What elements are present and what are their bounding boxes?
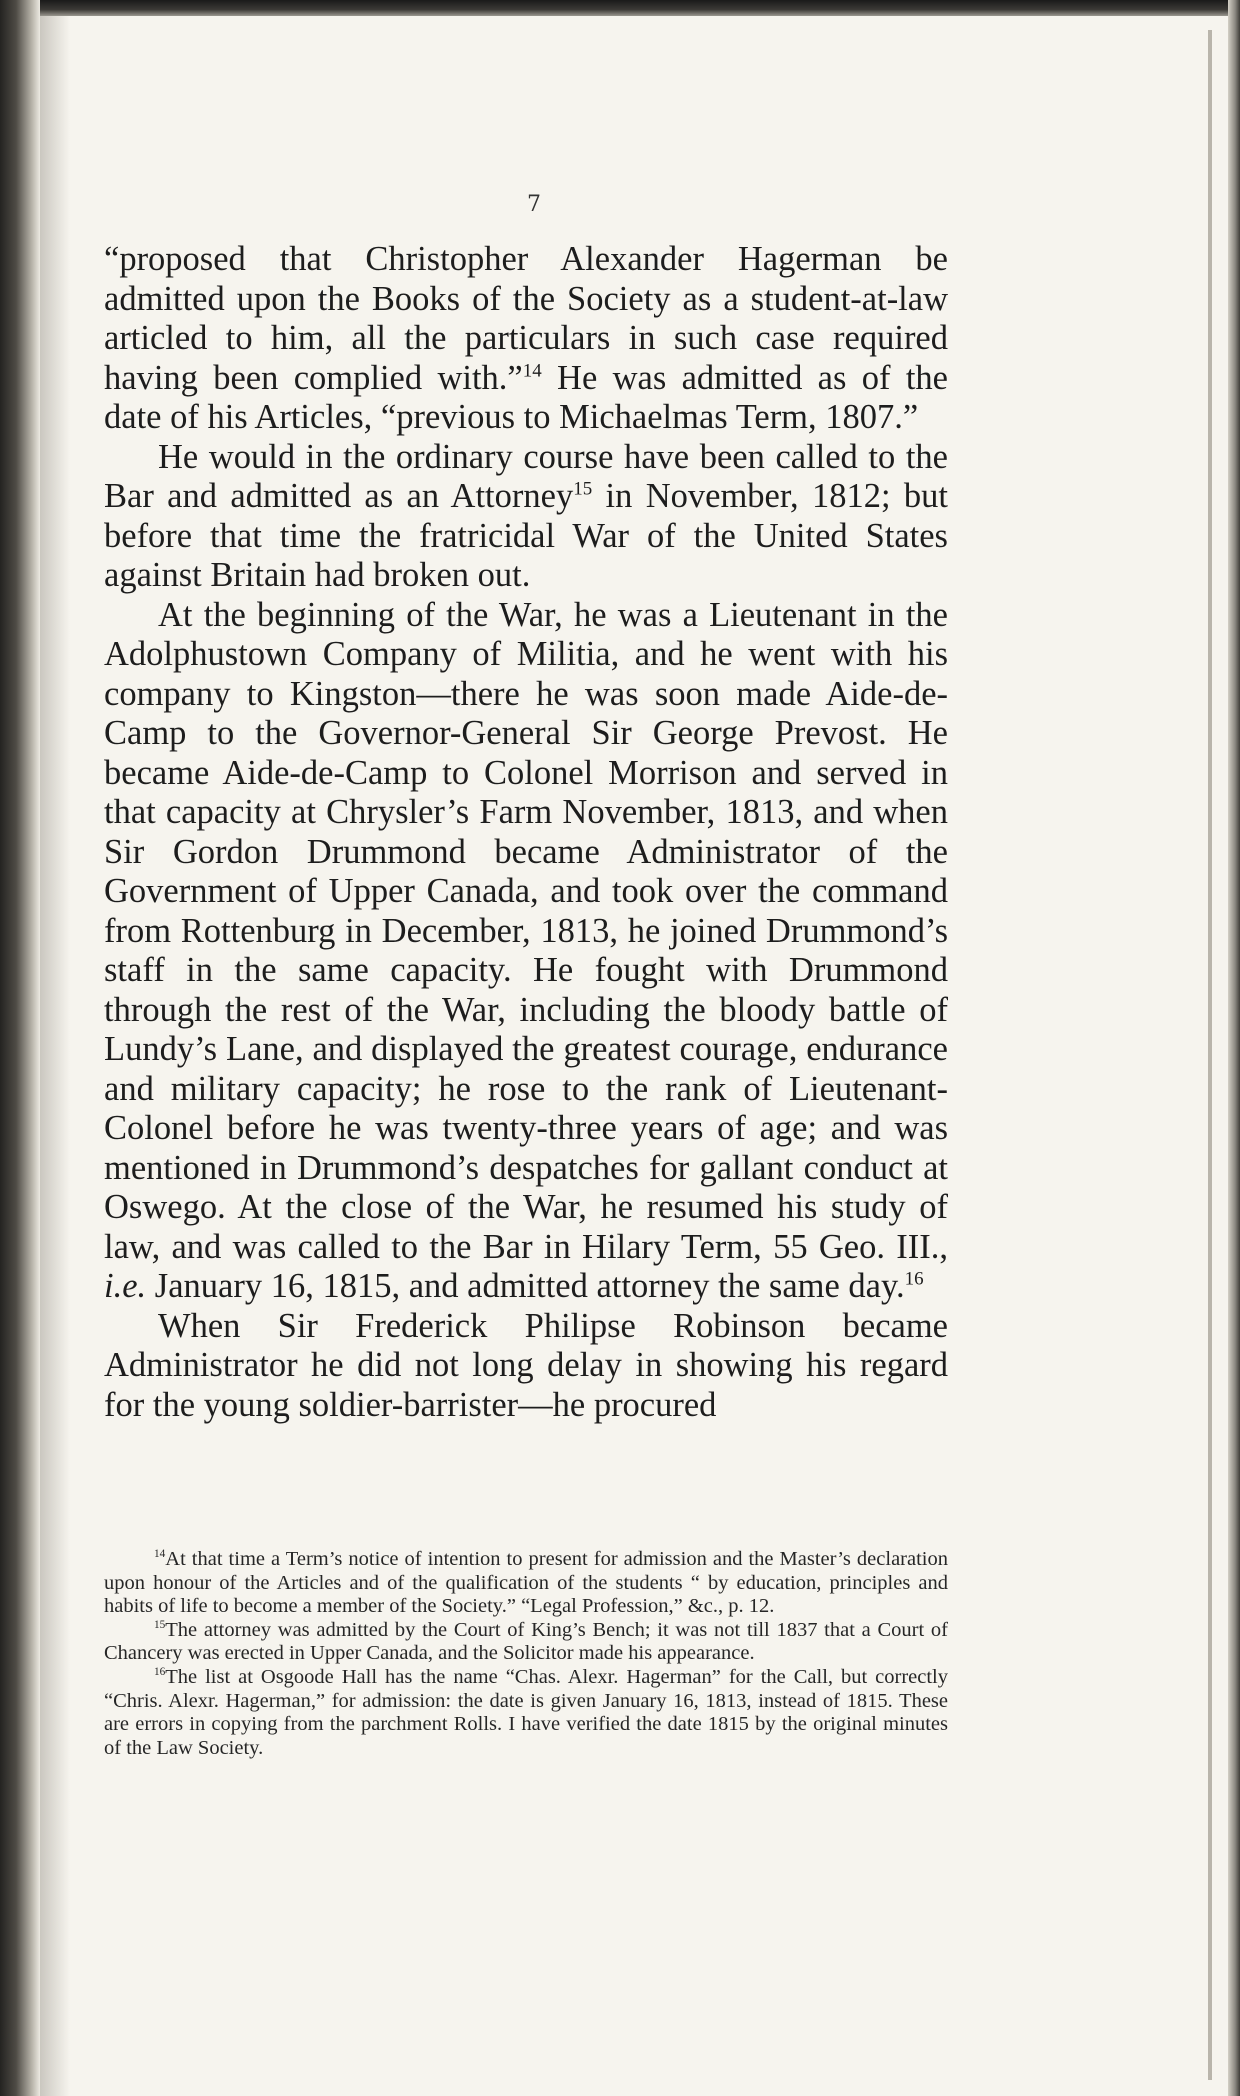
paragraph-4 bbox=[104, 1307, 948, 1426]
footnote-mark-14: 14 bbox=[154, 1548, 166, 1561]
paragraph-1 bbox=[104, 240, 948, 438]
footnote-14 bbox=[104, 1548, 948, 1619]
ie-abbreviation: i.e. bbox=[104, 1267, 147, 1305]
paragraph-1-text: “proposed that Christopher Alexander Hagerman be admitted upon the Books of the Society as a student-at-law articled to him, all the particulars in such case required having been complied with.” bbox=[104, 240, 948, 397]
footnote-ref-14: 14 bbox=[522, 360, 542, 381]
paragraph-2-text-b: in November, 1812; but before that time the fratricidal War of the United States against Britain had broken out. bbox=[104, 477, 948, 594]
paragraph-4-text: When Sir Frederick Philipse Robinson became Administrator he did not long delay in showing his regard for the young soldier-barrister—he procured bbox=[104, 1306, 948, 1424]
footnote-16 bbox=[104, 1666, 948, 1760]
footnote-ref-15: 15 bbox=[573, 478, 593, 500]
gutter-shadow bbox=[40, 16, 70, 2096]
footnote-mark-15: 15 bbox=[154, 1618, 166, 1631]
footnote-15-text: The attorney was admitted by the Court of King’s Bench; it was not till 1837 that a Court of Chancery was erected in Upper Canada, and the Solicitor made his appearance. bbox=[104, 1618, 948, 1665]
body-text bbox=[104, 240, 948, 1425]
footnote-mark-16: 16 bbox=[154, 1666, 166, 1679]
footnote-ref-16: 16 bbox=[904, 1268, 924, 1290]
footnote-14-text: At that time a Term’s notice of intention to present for admission and the Master’s declaration upon honour of the Articles and of the qualification of the students “ by education, principles and habits of life to become a member of the Society.” “Legal Profession,” &c., p. 12. bbox=[104, 1548, 948, 1618]
book-spine-edge bbox=[0, 0, 40, 2096]
paragraph-1-text-after: He was admitted as of the date of his Articles, “previous to Michaelmas Term, 1807.” bbox=[104, 358, 948, 436]
paragraph-2-text-a: He would in the ordinary course have been called to the Bar and admitted as an Attorney bbox=[104, 437, 948, 515]
paragraph-3-text-a: At the beginning of the War, he was a Lieutenant in the Adolphustown Company of Militia, and he went with his company to Kingston—there he was soon made Aide-de-Camp to the Governor-General Sir George Prevost. He became Aide-de-Camp to Colonel Morrison and served in that capacity at Chrysler’s Farm November, 1813, and when Sir Gordon Drummond became Administrator of the Government of Upper Canada, and took over the command from Rottenburg in December, 1813, he joined Drummond’s staff in the same capacity. He fought with Drummond through the rest of the War, including the bloody battle of Lundy’s Lane, and displayed the greatest courage, endurance and military capacity; he rose to the rank of Lieutenant-Colonel before he was twenty-three years of age; and was mentioned in Drummond’s despatches for gallant conduct at Oswego. At the close of the War, he resumed his study of law, and was called to the Bar in Hilary Term, 55 Geo. III., bbox=[104, 595, 948, 1266]
footnote-16-text: The list at Osgoode Hall has the name “Chas. Alexr. Hagerman” for the Call, but correctly “Chris. Alexr. Hagerman,” for admission: the date is given January 16, 1813, instead of 1815. These are errors in copying from the parchment Rolls. I have verified the date 1815 by the original minutes of the Law Society. bbox=[104, 1665, 948, 1759]
page-fold-line bbox=[1208, 30, 1212, 2080]
paragraph-3-text-b: January 16, 1815, and admitted attorney the same day. bbox=[146, 1267, 905, 1305]
paragraph-3 bbox=[104, 596, 948, 1307]
footnote-15 bbox=[104, 1619, 948, 1666]
page-right-edge bbox=[1228, 0, 1240, 2096]
paragraph-2 bbox=[104, 438, 948, 596]
footnotes bbox=[104, 1548, 948, 1760]
page-number: 7 bbox=[527, 192, 541, 217]
page-top-edge bbox=[0, 0, 1240, 16]
